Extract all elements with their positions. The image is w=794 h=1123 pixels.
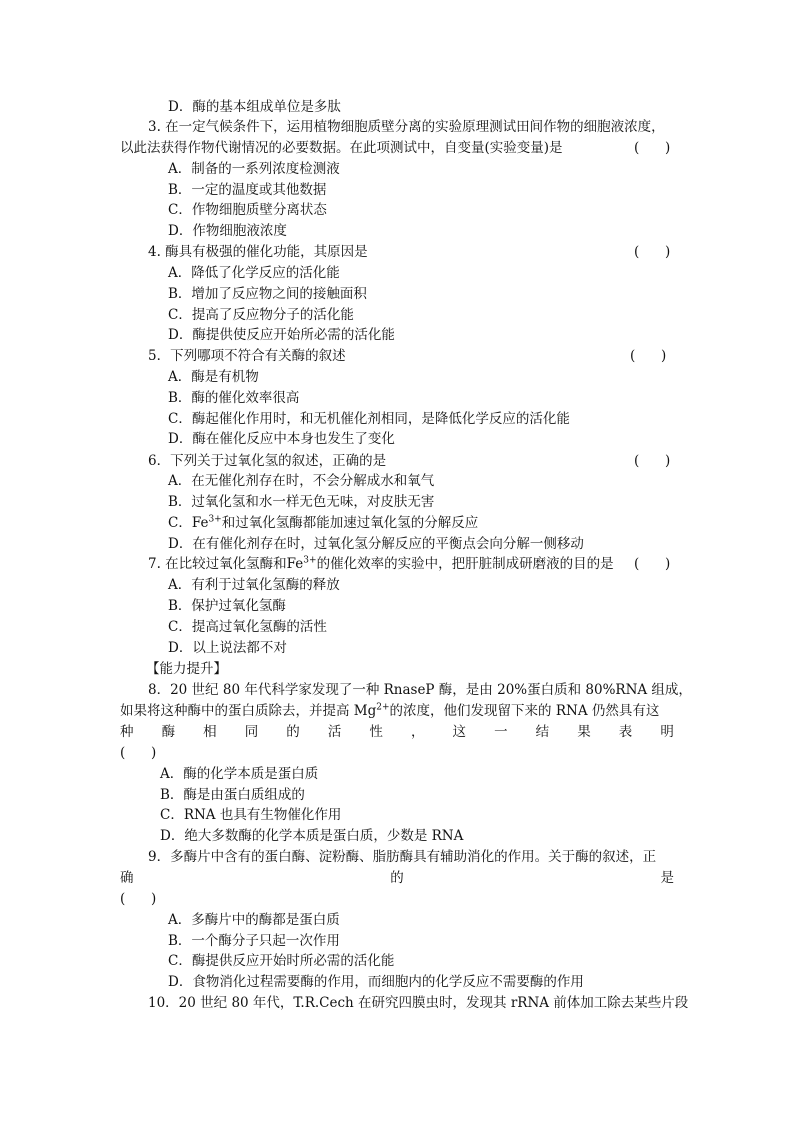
q8-char: 的 [286,724,300,740]
q8-char: 同 [244,724,259,740]
q3-stem-line1: 3. 在一定气候条件下，运用植物细胞质壁分离的实验原理测试田间作物的细胞液浓度， [148,119,665,135]
q9-char: 的 [390,870,404,886]
q6-option-c-prefix: C．Fe [168,515,209,531]
q4-option-b: B．增加了反应物之间的接触面积 [168,286,367,302]
q8-char: 果 [577,724,591,740]
q5-stem: 5．下列哪项不符合有关酶的叙述 [148,348,346,364]
q8-char: 表 [618,724,633,740]
q8-char: 种 [120,724,134,740]
q6-option-a: A．在无催化剂存在时，不会分解成水和氧气 [168,473,435,489]
q9-stem-line1: 9．多酶片中含有的蛋白酶、淀粉酶、脂肪酶具有辅助消化的作用。关于酶的叙述，正 [148,849,657,865]
q9-option-d: D．食物消化过程需要酶的作用，而细胞内的化学反应不需要酶的作用 [168,974,584,990]
q8-option-d: D．绝大多数酶的化学本质是蛋白质，少数是 RNA [160,828,464,844]
q7-option-c: C．提高过氧化氢酶的活性 [168,619,327,635]
q3-option-c: C．作物细胞质壁分离状态 [168,202,327,218]
q5-option-a: A．酶是有机物 [168,369,259,385]
q8-answer-blank: ( ) [120,745,157,761]
q9-option-c: C．酶提供反应开始时所必需的活化能 [168,953,395,969]
q7-option-b: B．保护过氧化氢酶 [168,598,286,614]
q6-stem: 6．下列关于过氧化氢的叙述，正确的是 [148,453,387,469]
q6-option-c-suffix: 和过氧化氢酶都能加速过氧化氢的分解反应 [221,515,479,531]
q8-char: 一 [494,724,508,740]
q7-stem-superscript: 3+ [303,555,317,566]
q8-option-a: A．酶的化学本质是蛋白质 [160,766,319,782]
q8-char: 结 [535,724,550,740]
q7-stem-prefix: 7. 在比较过氧化氢酶和Fe [148,556,304,572]
section-heading: 【能力提升】 [146,661,227,677]
q9-option-b: B．一个酶分子只起一次作用 [168,933,340,949]
q4-option-a: A．降低了化学反应的活化能 [168,265,340,281]
q9-option-a: A．多酶片中的酶都是蛋白质 [168,912,340,928]
q4-option-c: C．提高了反应物分子的活化能 [168,307,354,323]
q8-char: 明 [660,724,674,740]
q6-option-c [168,513,478,533]
q8-char: 性 [369,724,383,740]
q8-line2-suffix: 的浓度，他们发现留下来的 RNA 仍然具有这 [389,703,660,719]
q4-answer-blank: ( ) [634,244,671,260]
q2-option-d: D．酶的基本组成单位是多肽 [168,99,341,115]
q3-option-a: A．制备的一系列浓度检测液 [168,161,340,177]
q8-char: 活 [327,724,342,740]
q8-stem-line3 [120,722,674,742]
q4-option-d: D．酶提供使反应开始所必需的活化能 [168,327,395,343]
q8-option-c: C．RNA 也具有生物催化作用 [160,807,342,823]
q6-answer-blank: ( ) [634,453,671,469]
q3-option-d: D．作物细胞液浓度 [168,223,287,239]
q8-char: ， [410,724,425,740]
q8-option-b: B．酶是由蛋白质组成的 [160,787,305,803]
q6-option-b: B．过氧化氢和水一样无色无味，对皮肤无害 [168,494,435,510]
q6-option-d: D．在有催化剂存在时，过氧化氢分解反应的平衡点会向分解一侧移动 [168,536,584,552]
q5-answer-blank: ( ) [630,348,667,364]
q5-option-b: B．酶的催化效率很高 [168,390,300,406]
q9-answer-blank: ( ) [120,891,157,907]
q8-line2-superscript: 2+ [376,702,390,713]
q8-stem-line2 [120,701,659,721]
q5-option-c: C．酶起催化作用时，和无机催化剂相同，是降低化学反应的活化能 [168,411,570,427]
q7-stem [148,554,614,574]
q5-option-d: D．酶在催化反应中本身也发生了变化 [168,431,395,447]
q9-char: 是 [660,870,674,886]
q8-char: 相 [203,724,217,740]
q8-char: 这 [452,724,466,740]
q7-option-d: D．以上说法都不对 [168,640,287,656]
q7-answer-blank: ( ) [634,556,671,572]
q10-stem-line1: 10．20 世纪 80 年代，T.R.Cech 在研究四膜虫时，发现其 rRNA 前体加工除去某些片段 [148,995,689,1011]
q9-stem-line2 [120,868,674,888]
q4-stem: 4. 酶具有极强的催化功能，其原因是 [148,244,368,260]
q6-option-c-superscript: 3+ [208,514,222,525]
q8-line2-prefix: 如果将这种酶中的蛋白质除去，并提高 Mg [120,703,377,719]
q8-char: 酶 [161,724,176,740]
q7-stem-suffix: 的催化效率的实验中，把肝脏制成研磨液的目的是 [316,556,614,572]
q3-stem-line2: 以此法获得作物代谢情况的必要数据。在此项测试中，自变量(实验变量)是 [120,140,563,156]
q9-char: 确 [120,870,134,886]
q8-stem-line1: 8．20 世纪 80 年代科学家发现了一种 RnaseP 酶，是由 20%蛋白质和 80%RNA 组成， [148,682,692,698]
q7-option-a: A．有利于过氧化氢酶的释放 [168,577,340,593]
q3-option-b: B．一定的温度或其他数据 [168,182,327,198]
q3-answer-blank: ( ) [634,140,671,156]
